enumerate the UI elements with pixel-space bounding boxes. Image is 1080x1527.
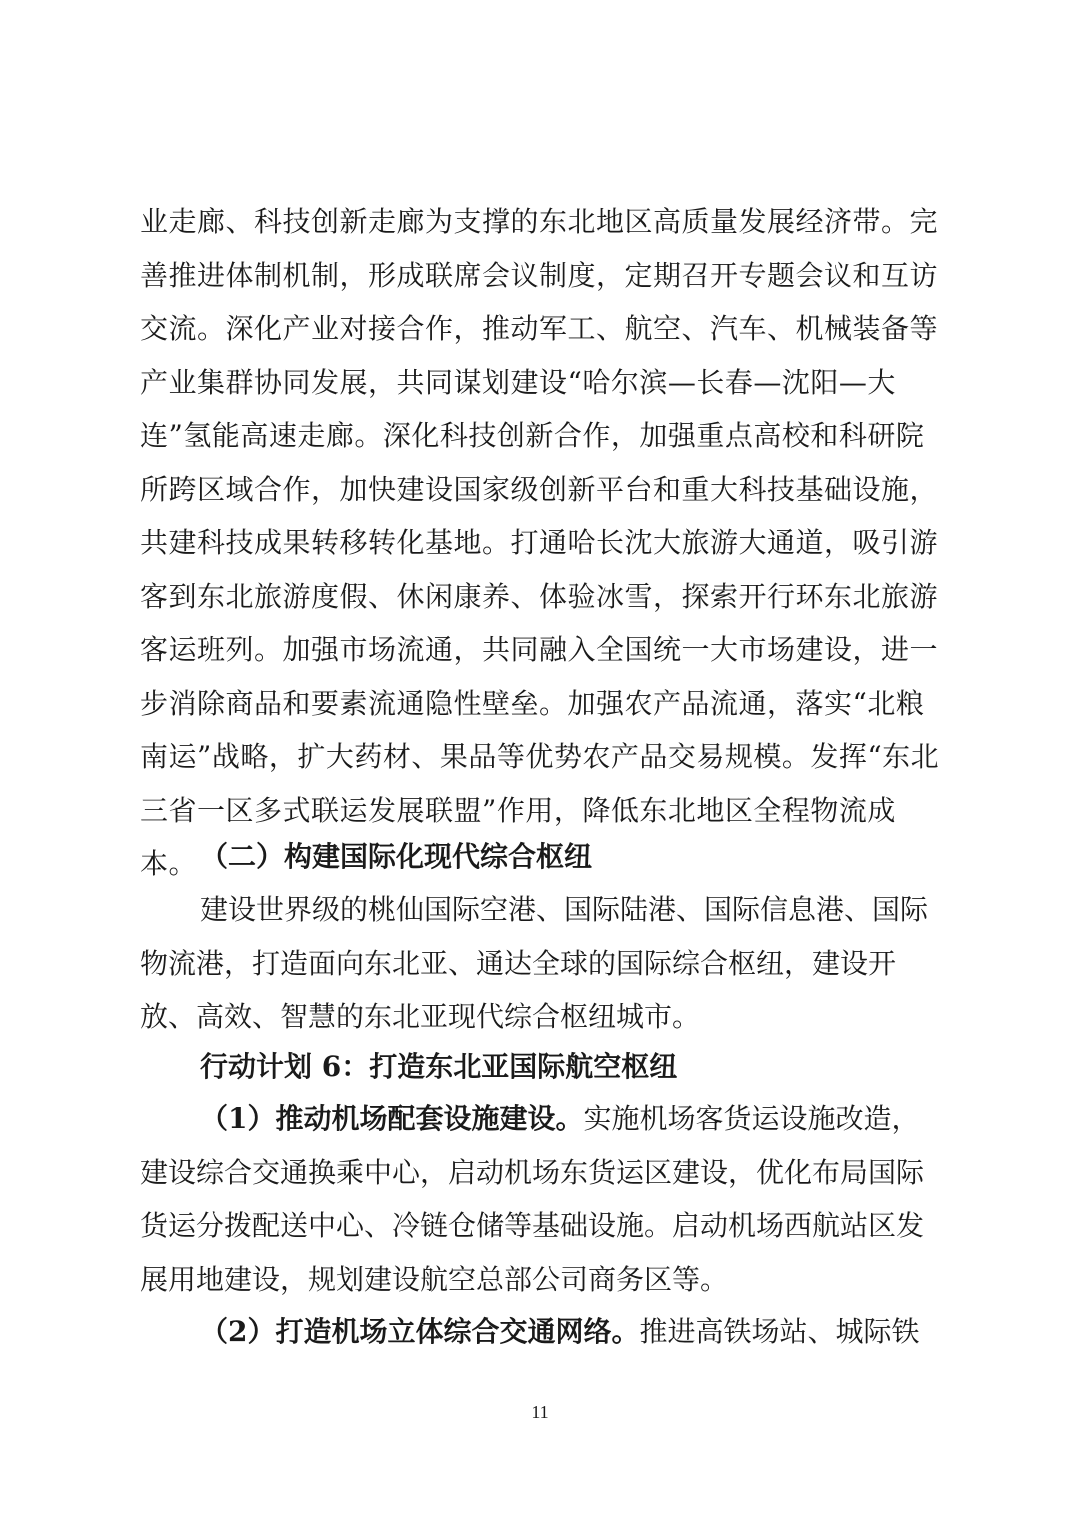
paragraph-hub-intro: 建设世界级的桃仙国际空港、国际陆港、国际信息港、国际物流港，打造面向东北亚、通达全球的国际综合枢纽，建设开放、高效、智慧的东北亚现代综合枢纽城市。: [140, 893, 929, 1033]
item-2-lead: （2）打造机场立体综合交通网络。: [200, 1315, 640, 1348]
paragraph-item-2: [140, 1305, 940, 1359]
item-1-lead: （1）推动机场配套设施建设。: [200, 1102, 584, 1135]
action-plan-heading: 行动计划 6：打造东北亚国际航空枢纽: [200, 1050, 678, 1083]
paragraph-economic-belt: 业走廊、科技创新走廊为支撑的东北地区高质量发展经济带。完善推进体制机制，形成联席会议制度，定期召开专题会议和互访交流。深化产业对接合作，推动军工、航空、汽车、机械装备等产业集群协同发展，共同谋划建设“哈尔滨—长春—沈阳—大连”氢能高速走廊。深化科技创新合作，加强重点高校和科研院所跨区域合作，加快建设国家级创新平台和重大科技基础设施，共建科技成果转移转化基地。打通哈长沈大旅游大通道，吸引游客到东北旅游度假、休闲康养、体验冰雪，探索开行环东北旅游客运班列。加强市场流通，共同融入全国统一大市场建设，进一步消除商品和要素流通隐性壁垒。加强农产品流通，落实“北粮南运”战略，扩大药材、果品等优势农产品交易规模。发挥“东北三省一区多式联运发展联盟”作用，降低东北地区全程物流成本。: [140, 205, 940, 880]
section-heading-hub: （二）构建国际化现代综合枢纽: [200, 840, 593, 873]
item-2-body: 推进高铁场站、城际铁: [639, 1315, 920, 1348]
item-1-body: 实施机场客货运设施改造，建设综合交通换乘中心，启动机场东货运区建设，优化布局国际货运分拨配送中心、冷链仓储等基础设施。启动机场西航站区发展用地建设，规划建设航空总部公司商务区等。: [140, 1102, 925, 1296]
paragraph-item-1: [140, 1092, 940, 1306]
page-number: 11: [531, 1402, 549, 1422]
